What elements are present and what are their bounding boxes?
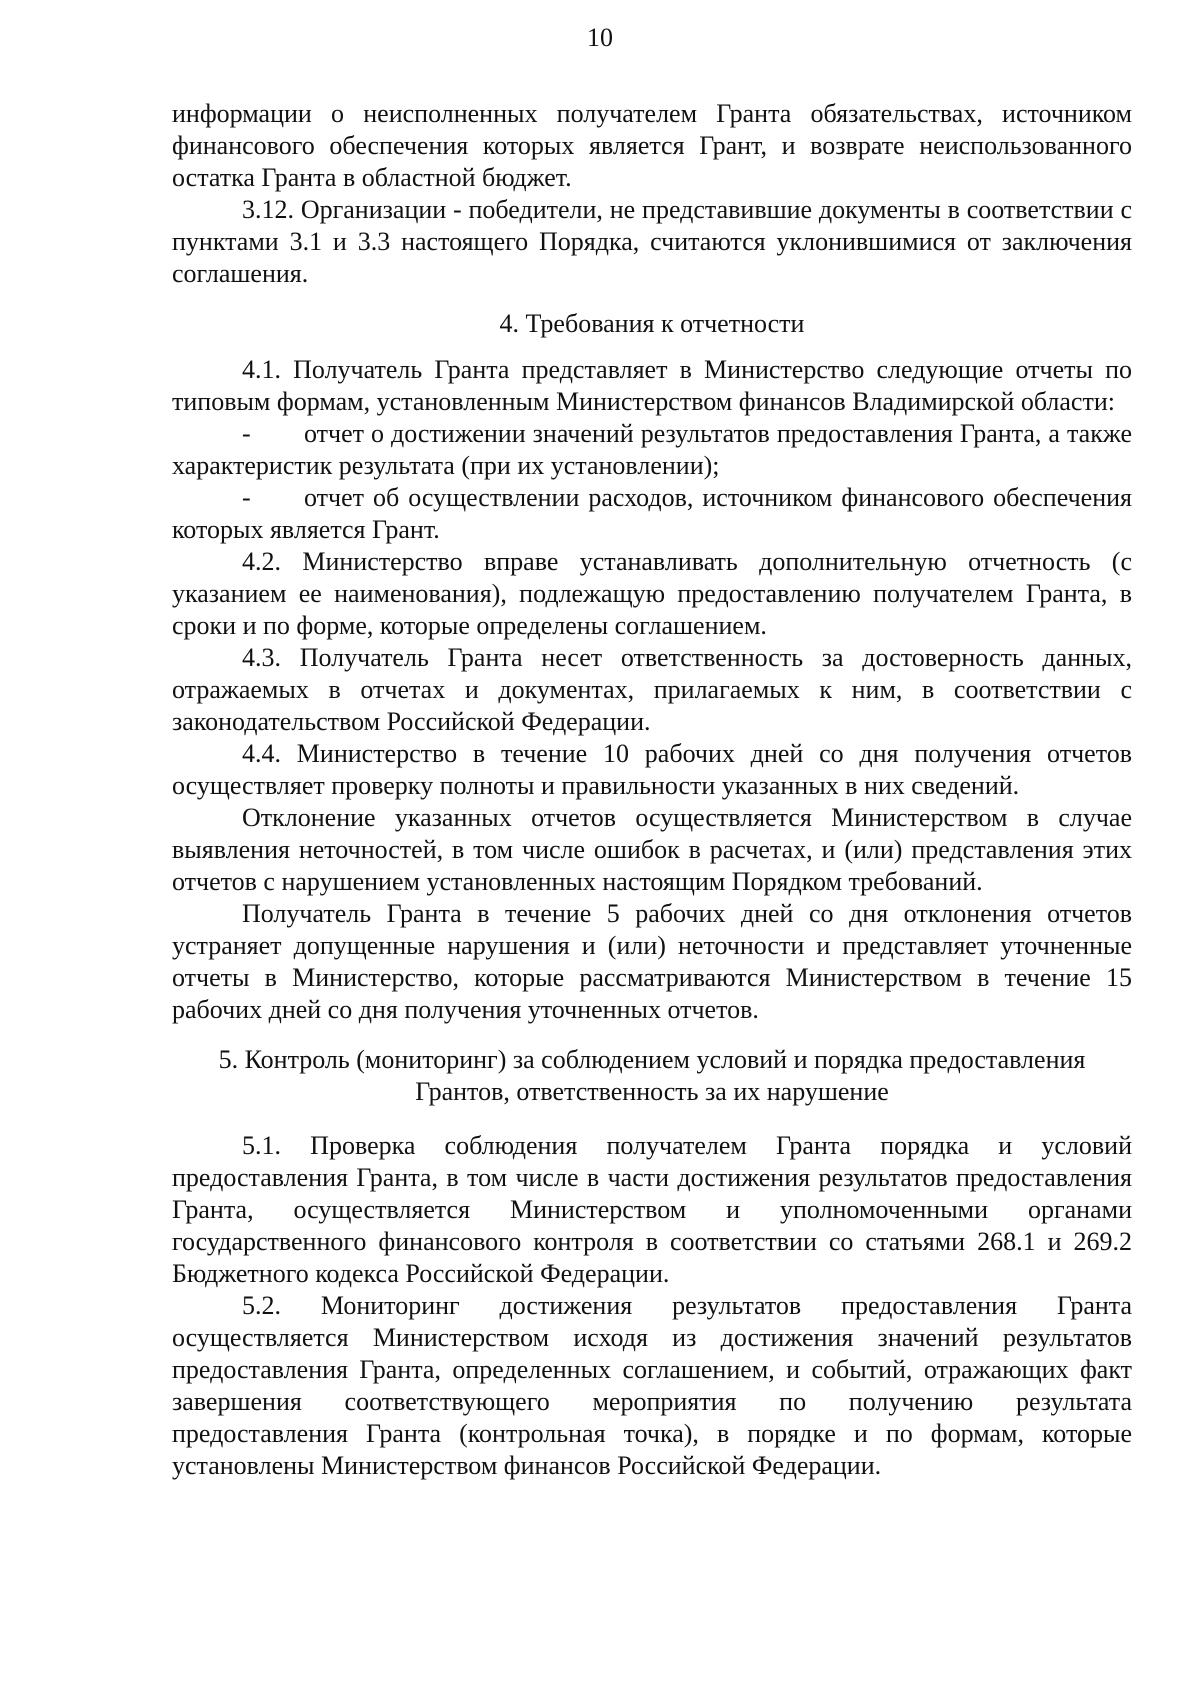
paragraph-4-2: 4.2. Министерство вправе устанавливать дополнительную отчетность (с указанием ее наименования), подлежащую предоставлению получателем Гранта, в сроки и по форме, которые определены соглашением. xyxy=(172,547,1132,640)
document-body xyxy=(172,98,1132,1482)
section-5-heading-line-2: Грантов, ответственность за их нарушение xyxy=(415,1077,889,1106)
paragraph-4-3: 4.3. Получатель Гранта несет ответственность за достоверность данных, отражаемых в отчетах и документах, прилагаемых к ним, в соответствии с законодательством Российской Федерации. xyxy=(172,643,1132,736)
list-item xyxy=(172,482,1132,546)
paragraph-continuation: информации о неисполненных получателем Гранта обязательствах, источником финансового обеспечения которых является Грант, и возврате неиспользованного остатка Гранта в областной бюджет. xyxy=(172,99,1132,192)
section-4-heading: 4. Требования к отчетности xyxy=(499,309,805,338)
paragraph-correction: Получатель Гранта в течение 5 рабочих дней со дня отклонения отчетов устраняет допущенные нарушения и (или) неточности и представляет уточненные отчеты в Министерство, которые рассматриваются Министерством в течение 15 рабочих дней со дня получения уточненных отчетов. xyxy=(172,899,1132,1024)
page-number: 10 xyxy=(587,23,613,52)
list-item xyxy=(172,418,1132,482)
list-item-text: отчет об осуществлении расходов, источником финансового обеспечения которых является Грант. xyxy=(172,483,1132,544)
paragraph-4-4: 4.4. Министерство в течение 10 рабочих дней со дня получения отчетов осуществляет проверку полноты и правильности указанных в них сведений. xyxy=(172,739,1132,800)
paragraph-rejection: Отклонение указанных отчетов осуществляется Министерством в случае выявления неточностей, в том числе ошибок в расчетах, и (или) представления этих отчетов с нарушением установленных настоящим Порядком требований. xyxy=(172,803,1132,896)
section-5-heading xyxy=(172,1044,1132,1108)
list-dash: - xyxy=(242,483,251,512)
paragraph-5-1: 5.1. Проверка соблюдения получателем Гранта порядка и условий предоставления Гранта, в том числе в части достижения результатов предоставления Гранта, осуществляется Министерством и уполномоченными органами государственного финансового контроля в соответствии со статьями 268.1 и 269.2 Бюджетного кодекса Российской Федерации. xyxy=(172,1131,1132,1288)
paragraph-4-1: 4.1. Получатель Гранта представляет в Министерство следующие отчеты по типовым формам, установленным Министерством финансов Владимирской области: xyxy=(172,355,1132,416)
paragraph-3-12: 3.12. Организации - победители, не представившие документы в соответствии с пунктами 3.1 и 3.3 настоящего Порядка, считаются уклонившимися от заключения соглашения. xyxy=(172,195,1132,288)
list-item-text: отчет о достижении значений результатов предоставления Гранта, а также характеристик результата (при их установлении); xyxy=(172,419,1132,480)
list-dash: - xyxy=(242,419,251,448)
paragraph-5-2: 5.2. Мониторинг достижения результатов предоставления Гранта осуществляется Министерством исходя из достижения значений результатов предоставления Гранта, определенных соглашением, и событий, отражающих факт завершения соответствующего мероприятия по получению результата предоставления Гранта (контрольная точка), в порядке и по формам, которые установлены Министерством финансов Российской Федерации. xyxy=(172,1291,1132,1480)
section-5-heading-line-1: 5. Контроль (мониторинг) за соблюдением условий и порядка предоставления xyxy=(218,1045,1086,1074)
